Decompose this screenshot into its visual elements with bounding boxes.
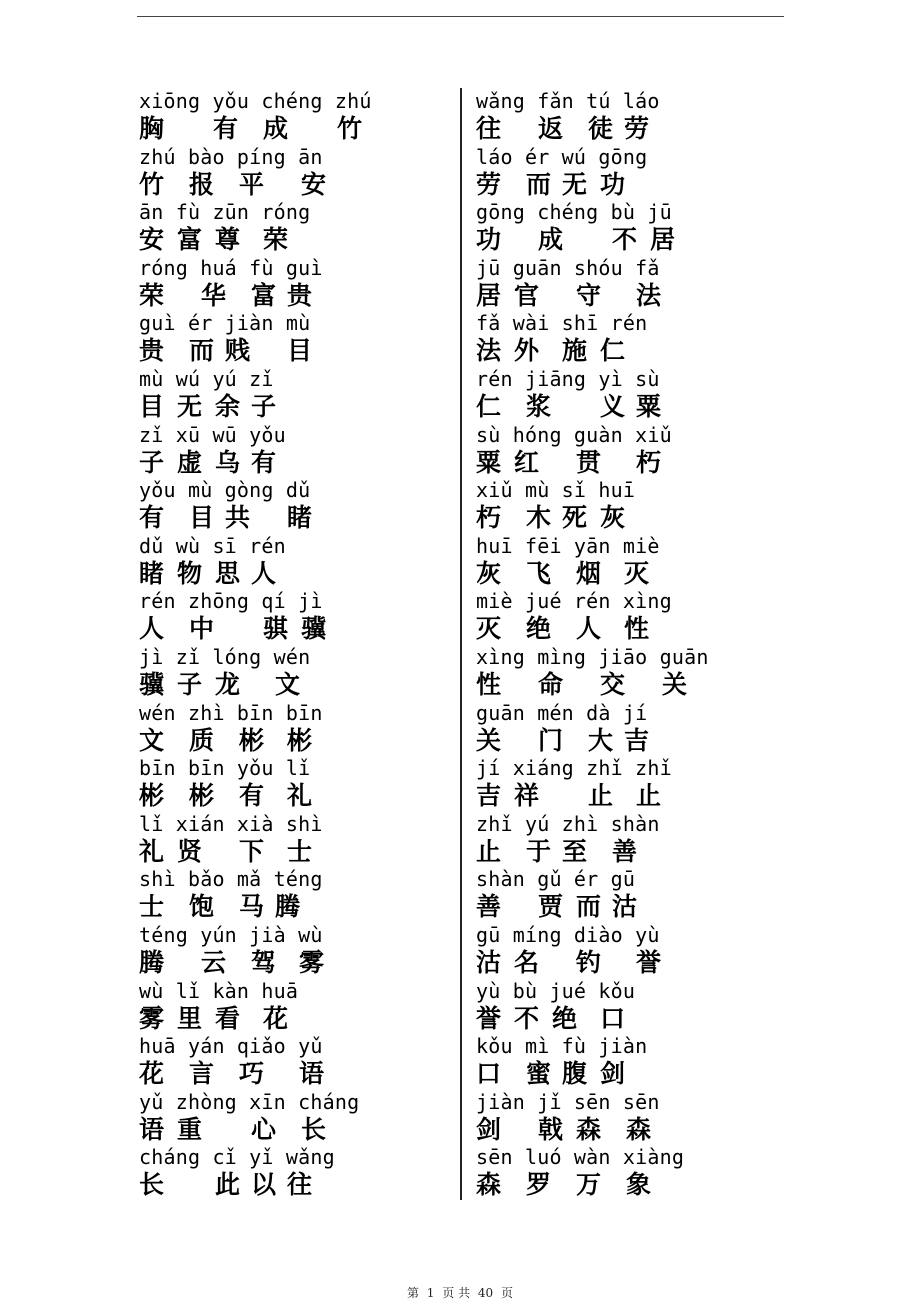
pinyin-line: xiōng yǒu chéng zhú (139, 89, 372, 113)
hanzi-line (139, 336, 439, 365)
hanzi-char: 止 (588, 781, 614, 811)
hanzi-line (139, 392, 439, 421)
hanzi-char: 口 (476, 1059, 502, 1089)
hanzi-char: 徒 (588, 114, 614, 143)
hanzi-line (139, 948, 439, 977)
hanzi-char: 无 (562, 169, 588, 199)
hanzi-char: 荣 (263, 225, 289, 255)
hanzi-char: 劳 (476, 169, 502, 199)
hanzi-char: 森 (626, 1114, 652, 1144)
hanzi-char: 剑 (600, 1059, 626, 1089)
hanzi-char: 性 (476, 669, 502, 699)
footer-total-pages: 40 (477, 1286, 494, 1300)
hanzi-char: 里 (177, 1003, 203, 1033)
pinyin-line: téng yún jià wù (139, 922, 323, 947)
idiom-entry (476, 588, 776, 644)
pinyin-line: jū guān shóu fǎ (476, 255, 660, 280)
pinyin-line: gū míng diào yù (476, 922, 660, 947)
hanzi-line (139, 503, 439, 532)
hanzi-char: 朽 (476, 503, 502, 533)
hanzi-char: 竹 (139, 169, 165, 199)
idiom-entry (139, 477, 439, 533)
hanzi-char: 罗 (526, 1170, 552, 1200)
hanzi-char: 有 (251, 447, 277, 477)
hanzi-char: 外 (514, 336, 540, 366)
pinyin-line: dǔ wù sī rén (139, 533, 286, 558)
hanzi-char: 烟 (576, 558, 602, 588)
hanzi-line (139, 225, 439, 254)
idiom-entry (139, 1144, 439, 1200)
hanzi-char: 贯 (576, 447, 602, 477)
hanzi-char: 此 (215, 1170, 241, 1200)
pinyin-line: wù lǐ kàn huā (139, 978, 299, 1003)
idiom-entry (139, 255, 439, 311)
idiom-entry (476, 533, 776, 589)
hanzi-char: 士 (287, 836, 313, 866)
pinyin-line: xìng mìng jiāo guān (476, 644, 709, 669)
idiom-entry (476, 310, 776, 366)
hanzi-line (476, 892, 776, 921)
pinyin-line: wǎng fǎn tú láo (476, 89, 660, 113)
hanzi-char: 腾 (275, 892, 301, 922)
pinyin-line: jí xiáng zhǐ zhǐ (476, 756, 672, 781)
hanzi-line (476, 114, 776, 143)
hanzi-char: 语 (139, 1114, 165, 1144)
hanzi-char: 巧 (239, 1059, 265, 1089)
pinyin-line: huā yán qiǎo yǔ (139, 1034, 323, 1059)
hanzi-line (139, 170, 439, 199)
hanzi-char: 森 (476, 1170, 502, 1200)
pinyin-line: shì bǎo mǎ téng (139, 867, 323, 892)
hanzi-char: 粟 (476, 447, 502, 477)
hanzi-char: 长 (301, 1114, 327, 1144)
hanzi-char: 思 (215, 558, 241, 588)
hanzi-line (139, 1170, 439, 1199)
hanzi-char: 子 (177, 669, 203, 699)
hanzi-char: 尊 (215, 225, 241, 255)
hanzi-char: 誉 (636, 947, 662, 977)
idiom-entry (139, 700, 439, 756)
hanzi-char: 绝 (552, 1003, 578, 1033)
hanzi-char: 乌 (215, 447, 241, 477)
idiom-entry (476, 755, 776, 811)
hanzi-char: 而 (526, 169, 552, 199)
hanzi-char: 吉 (476, 781, 502, 811)
hanzi-char: 而 (576, 892, 602, 922)
pinyin-line: sēn luó wàn xiàng (476, 1145, 685, 1170)
idiom-entry (139, 866, 439, 922)
idiom-entry (476, 811, 776, 867)
page-footer (0, 1284, 920, 1301)
pinyin-line: yǒu mù gòng dǔ (139, 478, 311, 503)
pinyin-line: huī fēi yān miè (476, 533, 660, 558)
hanzi-char: 华 (201, 280, 227, 310)
hanzi-line (476, 336, 776, 365)
pinyin-line: wén zhì bīn bīn (139, 700, 323, 725)
hanzi-line (139, 448, 439, 477)
hanzi-line (476, 837, 776, 866)
idiom-entry (476, 422, 776, 478)
hanzi-char: 余 (215, 391, 241, 421)
hanzi-char: 沽 (612, 892, 638, 922)
hanzi-char: 花 (263, 1003, 289, 1033)
hanzi-char: 彬 (139, 781, 165, 811)
hanzi-char: 居 (476, 280, 502, 310)
hanzi-char: 质 (189, 725, 215, 755)
hanzi-char: 钓 (576, 947, 602, 977)
pinyin-line: jì zǐ lóng wén (139, 644, 311, 669)
hanzi-char: 贵 (287, 280, 313, 310)
hanzi-char: 看 (215, 1003, 241, 1033)
hanzi-char: 仁 (476, 391, 502, 421)
idiom-entry (476, 644, 776, 700)
hanzi-line (476, 448, 776, 477)
pinyin-line: róng huá fù guì (139, 255, 323, 280)
hanzi-char: 胸 (139, 114, 165, 143)
pinyin-line: guān mén dà jí (476, 700, 648, 725)
hanzi-line (139, 670, 439, 699)
hanzi-char: 龙 (215, 669, 241, 699)
hanzi-char: 礼 (139, 836, 165, 866)
hanzi-char: 法 (476, 336, 502, 366)
idiom-entry (476, 144, 776, 200)
pinyin-line: kǒu mì fù jiàn (476, 1034, 648, 1059)
hanzi-char: 言 (189, 1059, 215, 1089)
pinyin-line: bīn bīn yǒu lǐ (139, 756, 311, 781)
hanzi-char: 目 (287, 336, 313, 366)
idiom-entry (139, 199, 439, 255)
hanzi-char: 长 (139, 1170, 165, 1200)
hanzi-char: 饱 (189, 892, 215, 922)
idiom-entry (476, 366, 776, 422)
hanzi-line (139, 1115, 439, 1144)
hanzi-char: 浆 (526, 391, 552, 421)
idiom-entry (476, 700, 776, 756)
hanzi-char: 飞 (526, 558, 552, 588)
hanzi-char: 目 (139, 391, 165, 421)
hanzi-char: 口 (600, 1003, 626, 1033)
hanzi-char: 劳 (624, 114, 650, 143)
hanzi-char: 雾 (299, 947, 325, 977)
hanzi-line (139, 559, 439, 588)
hanzi-char: 人 (139, 614, 165, 644)
hanzi-char: 贱 (225, 336, 251, 366)
idiom-entry (139, 422, 439, 478)
hanzi-char: 施 (562, 336, 588, 366)
hanzi-line (476, 948, 776, 977)
hanzi-char: 平 (239, 169, 265, 199)
hanzi-char: 彬 (239, 725, 265, 755)
hanzi-line (476, 559, 776, 588)
pinyin-line: gōng chéng bù jū (476, 200, 672, 225)
hanzi-char: 成 (538, 225, 564, 255)
hanzi-char: 荣 (139, 280, 165, 310)
idiom-entry (139, 533, 439, 589)
hanzi-line (139, 726, 439, 755)
idiom-entry (139, 310, 439, 366)
hanzi-char: 以 (251, 1170, 277, 1200)
hanzi-char: 象 (626, 1170, 652, 1200)
hanzi-char: 红 (514, 447, 540, 477)
hanzi-char: 贵 (139, 336, 165, 366)
footer-page-number: 1 (426, 1286, 435, 1300)
hanzi-line (476, 392, 776, 421)
hanzi-char: 花 (139, 1059, 165, 1089)
idiom-entry (139, 366, 439, 422)
idiom-entry (476, 199, 776, 255)
hanzi-char: 子 (251, 391, 277, 421)
hanzi-char: 士 (139, 892, 165, 922)
hanzi-char: 吉 (624, 725, 650, 755)
idiom-entry (476, 88, 776, 144)
hanzi-char: 守 (576, 280, 602, 310)
idiom-entry (476, 1033, 776, 1089)
hanzi-line (139, 1059, 439, 1088)
hanzi-char: 善 (476, 892, 502, 922)
pinyin-line: guì ér jiàn mù (139, 311, 311, 336)
hanzi-char: 睹 (139, 558, 165, 588)
hanzi-char: 交 (600, 669, 626, 699)
hanzi-line (139, 837, 439, 866)
hanzi-char: 绝 (526, 614, 552, 644)
hanzi-char: 骥 (139, 669, 165, 699)
pinyin-line: zhú bào píng ān (139, 144, 323, 169)
hanzi-char: 有 (239, 781, 265, 811)
hanzi-char: 沽 (476, 947, 502, 977)
hanzi-char: 官 (514, 280, 540, 310)
hanzi-char: 贤 (177, 836, 203, 866)
hanzi-char: 心 (251, 1114, 277, 1144)
hanzi-char: 睹 (287, 503, 313, 533)
hanzi-char: 功 (600, 169, 626, 199)
footer-prefix: 第 (406, 1286, 419, 1300)
hanzi-line (476, 726, 776, 755)
hanzi-char: 功 (476, 225, 502, 255)
hanzi-char: 安 (301, 169, 327, 199)
idiom-entry (476, 1144, 776, 1200)
hanzi-char: 雾 (139, 1003, 165, 1033)
pinyin-line: zhǐ yú zhì shàn (476, 811, 660, 836)
hanzi-char: 虚 (177, 447, 203, 477)
hanzi-char: 粟 (636, 391, 662, 421)
hanzi-char: 关 (476, 725, 502, 755)
hanzi-char: 命 (538, 669, 564, 699)
hanzi-char: 彬 (189, 781, 215, 811)
pinyin-line: zǐ xū wū yǒu (139, 422, 286, 447)
hanzi-char: 返 (538, 114, 564, 143)
idiom-entry (476, 866, 776, 922)
hanzi-char: 礼 (287, 781, 313, 811)
hanzi-char: 腹 (562, 1059, 588, 1089)
hanzi-char: 止 (636, 781, 662, 811)
pinyin-line: shàn gǔ ér gū (476, 867, 636, 892)
hanzi-char: 中 (189, 614, 215, 644)
idiom-entry (139, 1089, 439, 1145)
pinyin-line: fǎ wài shī rén (476, 311, 648, 336)
hanzi-char: 名 (514, 947, 540, 977)
hanzi-line (476, 170, 776, 199)
hanzi-char: 门 (538, 725, 564, 755)
idiom-entry (476, 255, 776, 311)
pinyin-line: xiǔ mù sǐ huī (476, 478, 636, 503)
hanzi-line (476, 1004, 776, 1033)
hanzi-line (476, 281, 776, 310)
pinyin-line: láo ér wú gōng (476, 144, 648, 169)
hanzi-char: 报 (189, 169, 215, 199)
hanzi-char: 祥 (514, 781, 540, 811)
hanzi-char: 腾 (139, 947, 165, 977)
pinyin-line: jiàn jǐ sēn sēn (476, 1089, 660, 1114)
hanzi-char: 往 (287, 1170, 313, 1200)
hanzi-char: 共 (225, 503, 251, 533)
hanzi-char: 剑 (476, 1114, 502, 1144)
hanzi-char: 义 (600, 391, 626, 421)
hanzi-char: 往 (476, 114, 502, 143)
pinyin-line: cháng cǐ yǐ wǎng (139, 1145, 335, 1170)
hanzi-char: 贾 (538, 892, 564, 922)
hanzi-char: 重 (177, 1114, 203, 1144)
idiom-entry (139, 978, 439, 1034)
hanzi-char: 木 (526, 503, 552, 533)
hanzi-char: 至 (562, 836, 588, 866)
pinyin-line: yǔ zhòng xīn cháng (139, 1089, 360, 1114)
hanzi-char: 目 (189, 503, 215, 533)
idiom-entry (139, 755, 439, 811)
hanzi-char: 而 (189, 336, 215, 366)
hanzi-line (476, 781, 776, 810)
idiom-entry (139, 88, 439, 144)
hanzi-char: 善 (612, 836, 638, 866)
hanzi-char: 富 (177, 225, 203, 255)
hanzi-char: 森 (576, 1114, 602, 1144)
hanzi-line (476, 670, 776, 699)
hanzi-char: 性 (624, 614, 650, 644)
hanzi-char: 云 (201, 947, 227, 977)
hanzi-char: 不 (514, 1003, 540, 1033)
hanzi-char: 语 (299, 1059, 325, 1089)
hanzi-char: 灭 (476, 614, 502, 644)
idiom-entry (476, 922, 776, 978)
pinyin-line: ān fù zūn róng (139, 200, 311, 225)
hanzi-char: 下 (239, 836, 265, 866)
pinyin-line: mù wú yú zǐ (139, 366, 274, 391)
hanzi-char: 安 (139, 225, 165, 255)
hanzi-line (476, 1115, 776, 1144)
hanzi-char: 马 (239, 892, 265, 922)
hanzi-line (139, 892, 439, 921)
hanzi-line (476, 1059, 776, 1088)
pinyin-line: rén zhōng qí jì (139, 589, 323, 614)
idiom-entry (139, 1033, 439, 1089)
hanzi-line (476, 614, 776, 643)
hanzi-char: 有 (213, 114, 239, 143)
hanzi-line (139, 614, 439, 643)
hanzi-char: 文 (139, 725, 165, 755)
hanzi-char: 人 (576, 614, 602, 644)
hanzi-char: 骐 (263, 614, 289, 644)
left-column (139, 88, 439, 1200)
idiom-entry (139, 922, 439, 978)
idiom-entry (139, 811, 439, 867)
idiom-entry (139, 588, 439, 644)
hanzi-line (139, 1004, 439, 1033)
hanzi-char: 不 (612, 225, 638, 255)
hanzi-line (139, 114, 439, 143)
hanzi-char: 朽 (636, 447, 662, 477)
hanzi-char: 仁 (600, 336, 626, 366)
hanzi-char: 驾 (251, 947, 277, 977)
hanzi-char: 死 (562, 503, 588, 533)
hanzi-char: 物 (177, 558, 203, 588)
hanzi-char: 于 (526, 836, 552, 866)
hanzi-char: 子 (139, 447, 165, 477)
hanzi-char: 成 (263, 114, 289, 143)
hanzi-char: 人 (251, 558, 277, 588)
pinyin-line: miè jué rén xìng (476, 589, 672, 614)
right-column (476, 88, 776, 1200)
hanzi-char: 彬 (287, 725, 313, 755)
hanzi-char: 灰 (476, 558, 502, 588)
hanzi-char: 骥 (301, 614, 327, 644)
hanzi-char: 灰 (600, 503, 626, 533)
top-rule (137, 16, 784, 17)
hanzi-line (476, 1170, 776, 1199)
hanzi-char: 文 (275, 669, 301, 699)
hanzi-line (139, 281, 439, 310)
column-divider (460, 88, 462, 1200)
hanzi-char: 大 (588, 725, 614, 755)
idiom-entry (139, 144, 439, 200)
pinyin-line: yù bù jué kǒu (476, 978, 636, 1003)
hanzi-char: 居 (650, 225, 676, 255)
pinyin-line: sù hóng guàn xiǔ (476, 422, 672, 447)
hanzi-line (139, 781, 439, 810)
hanzi-char: 关 (662, 669, 688, 699)
hanzi-char: 法 (636, 280, 662, 310)
idiom-entry (139, 644, 439, 700)
hanzi-line (476, 225, 776, 254)
idiom-entry (476, 477, 776, 533)
pinyin-line: rén jiāng yì sù (476, 366, 660, 391)
hanzi-char: 有 (139, 503, 165, 533)
hanzi-char: 誉 (476, 1003, 502, 1033)
hanzi-char: 蜜 (526, 1059, 552, 1089)
hanzi-char: 无 (177, 391, 203, 421)
hanzi-char: 止 (476, 836, 502, 866)
hanzi-char: 灭 (624, 558, 650, 588)
hanzi-char: 万 (576, 1170, 602, 1200)
pinyin-line: lǐ xián xià shì (139, 811, 323, 836)
hanzi-char: 富 (251, 280, 277, 310)
idiom-entry (476, 1089, 776, 1145)
footer-mid: 页 共 (442, 1286, 471, 1300)
hanzi-char: 戟 (538, 1114, 564, 1144)
idiom-entry (476, 978, 776, 1034)
footer-suffix: 页 (501, 1286, 514, 1300)
hanzi-line (476, 503, 776, 532)
hanzi-char: 竹 (337, 114, 363, 143)
